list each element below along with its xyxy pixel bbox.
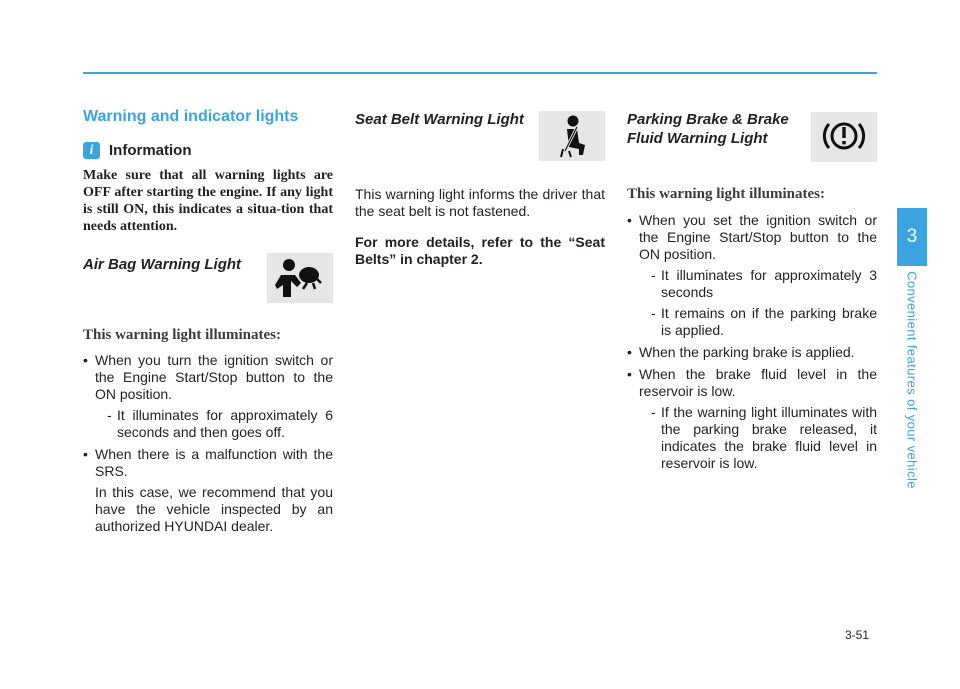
seatbelt-title: Seat Belt Warning Light: [355, 111, 524, 128]
brake-sub-1-text: It illuminates for approximately 3 seconds: [661, 267, 877, 300]
brake-title: [627, 110, 789, 148]
airbag-title: Air Bag Warning Light: [83, 256, 242, 273]
brake-sub-1: - It illuminates for approximately 3 seconds: [651, 267, 877, 300]
list-item: [83, 446, 333, 480]
brake-bullet-2: When the parking brake is applied.: [639, 344, 855, 360]
section-title: Warning and indicator lights: [83, 108, 299, 125]
brake-sub-3-text: If the warning light illuminates with the parking brake released, it indicates the brake fluid level in reservoir is low.: [661, 404, 877, 471]
column-right: [627, 108, 877, 477]
list-item: [83, 352, 333, 441]
brake-title-line-2: Fluid Warning Light: [627, 130, 768, 147]
airbag-sub-1-text: It illuminates for approximately 6 seconds and then goes off.: [117, 407, 333, 440]
airbag-list: [83, 352, 333, 480]
airbag-heading: [83, 253, 333, 303]
chapter-title: Convenient features of your vehicle: [904, 271, 920, 489]
chapter-tab: 3: [897, 208, 927, 266]
brake-heading: [627, 108, 877, 162]
info-heading: [83, 142, 333, 159]
brake-lead: This warning light illuminates:: [627, 186, 825, 202]
brake-sub-2: - It remains on if the parking brake is applied.: [651, 305, 877, 338]
seatbelt-text: This warning light informs the driver that the seat belt is not fastened.: [355, 186, 605, 219]
header-rule: [83, 72, 877, 74]
brake-bullet-1: When you set the ignition switch or the Engine Start/Stop button to the ON position.: [639, 212, 877, 262]
info-icon: i: [83, 142, 100, 159]
airbag-sub-1: - It illuminates for approximately 6 seconds and then goes off.: [107, 407, 333, 440]
airbag-icon: [267, 253, 333, 303]
info-text: Make sure that all warning lights are OFF after starting the engine. If any light is still ON, this indicates a situa-tion that needs attention.: [83, 168, 333, 234]
brake-list: [627, 212, 877, 472]
airbag-paragraph: In this case, we recommend that you have the vehicle inspected by an authorized HYUNDAI dealer.: [95, 484, 333, 534]
page-number: 3-51: [845, 628, 870, 642]
list-item: [627, 212, 877, 339]
airbag-bullet-2: When there is a malfunction with the SRS.: [95, 446, 333, 479]
column-middle: [355, 108, 605, 268]
brake-bullet-3: When the brake fluid level in the reservoir is low.: [639, 366, 877, 399]
info-title: Information: [109, 142, 192, 159]
seatbelt-icon: [539, 111, 605, 161]
list-item: [627, 344, 877, 361]
seatbelt-heading: [355, 108, 605, 158]
brake-sub-2-text: It remains on if the parking brake is applied.: [661, 305, 877, 338]
list-item: [627, 366, 877, 472]
airbag-lead: This warning light illuminates:: [83, 327, 281, 343]
column-left: [83, 108, 333, 535]
brake-sub-3: - If the warning light illuminates with the parking brake released, it indicates the brake fluid level in reservoir is low.: [651, 404, 877, 471]
brake-title-line-1: Parking Brake & Brake: [627, 111, 789, 128]
brake-warning-icon: [811, 112, 877, 162]
airbag-bullet-1: When you turn the ignition switch or the Engine Start/Stop button to the ON position.: [95, 352, 333, 402]
seatbelt-reference: For more details, refer to the “Seat Belts” in chapter 2.: [355, 234, 605, 267]
